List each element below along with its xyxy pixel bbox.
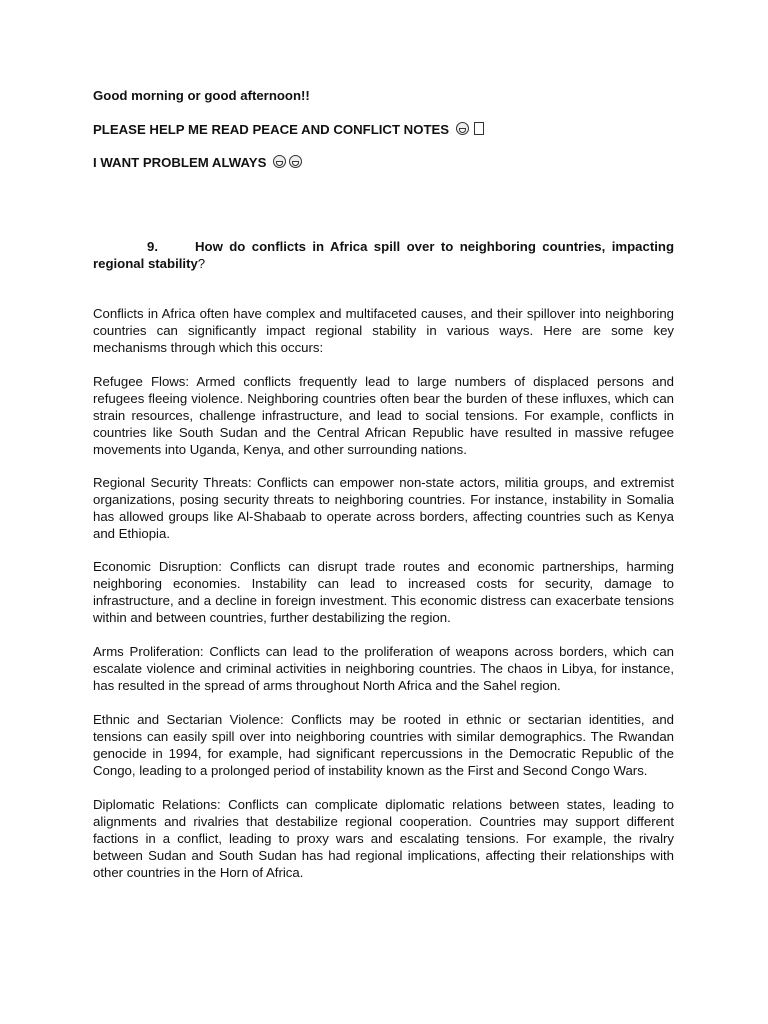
grimacing-emoji-icon [456, 122, 469, 135]
paragraph-diplomatic-relations: Diplomatic Relations: Conflicts can complicate diplomatic relations between states, leading to alignments and rivalries that destabilize regional cooperation. Countries may support different factions in a conflict, leading to proxy wars and escalating tensions. For example, the rivalry between Sudan and South Sudan has had regional implications, affecting their relationships with other countries in the Horn of Africa. [93, 797, 674, 880]
request-text: PLEASE HELP ME READ PEACE AND CONFLICT NOTES [93, 122, 450, 137]
greeting-heading [93, 88, 310, 103]
grinning-emoji-icon [289, 155, 302, 168]
paragraph-economic-disruption: Economic Disruption: Conflicts can disrupt trade routes and economic partnerships, harming neighboring economies. Instability can lead to increased costs for security, damage to infrastructure, and a decline in foreign investment. This economic distress can exacerbate tensions within and between countries, further destabilizing the region. [93, 559, 674, 625]
tagline-text: I WANT PROBLEM ALWAYS [93, 155, 267, 170]
tagline-heading [93, 155, 302, 170]
paragraph-ethnic-violence: Ethnic and Sectarian Violence: Conflicts may be rooted in ethnic or sectarian identities, and tensions can easily spill over into neighboring countries with similar demographics. The Rwandan genocide in 1994, for example, had significant repercussions in the Democratic Republic of the Congo, leading to a prolonged period of instability known as the First and Second Congo Wars. [93, 712, 674, 778]
grinning-emoji-icon [273, 155, 286, 168]
paragraph-refugee-flows: Refugee Flows: Armed conflicts frequently lead to large numbers of displaced persons and refugees fleeing violence. Neighboring countries often bear the burden of these influxes, which can strain resources, challenge infrastructure, and lead to social tensions. For example, conflicts in countries like South Sudan and the Central African Republic have resulted in massive refugee movements into Uganda, Kenya, and other surrounding nations. [93, 374, 674, 457]
request-heading [93, 122, 484, 137]
greeting-text: Good morning or good afternoon!! [93, 88, 310, 103]
question-mark: ? [197, 256, 206, 271]
paragraph-intro: Conflicts in Africa often have complex and multifaceted causes, and their spillover into neighboring countries can significantly impact regional stability in various ways. Here are some key mechanisms through which this occurs: [93, 306, 674, 355]
question-number: 9. [147, 239, 158, 254]
question-heading [93, 238, 674, 272]
paragraph-arms-proliferation: Arms Proliferation: Conflicts can lead to the proliferation of weapons across borders, which can escalate violence and criminal activities in neighboring countries. The chaos in Libya, for instance, has resulted in the spread of arms throughout North Africa and the Sahel region. [93, 644, 674, 693]
question-text: How do conflicts in Africa spill over to neighboring countries, impacting regional stability [93, 239, 674, 271]
paragraph-security-threats: Regional Security Threats: Conflicts can empower non-state actors, militia groups, and extremist organizations, posing security threats to neighboring countries. For instance, instability in Somalia has allowed groups like Al-Shabaab to operate across borders, affecting countries such as Kenya and Ethiopia. [93, 475, 674, 541]
missing-glyph-icon [474, 122, 484, 135]
